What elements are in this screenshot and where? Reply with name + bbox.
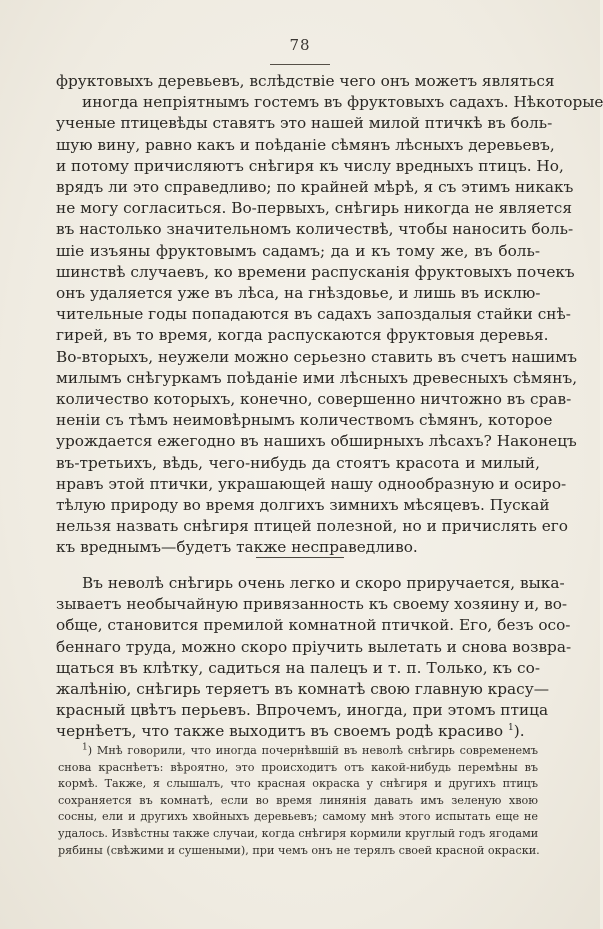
text-line: въ настолько значительномъ количествѣ, чтобы наносить боль- bbox=[56, 220, 574, 239]
footnote bbox=[58, 743, 538, 859]
text-line: нельзя назвать снѣгиря птицей полезной, но и причислять его bbox=[56, 517, 569, 536]
text-line-end: ). bbox=[513, 722, 525, 741]
footnote-marker: 1 bbox=[82, 742, 88, 753]
text-line: шіе изъяны фруктовымъ садамъ; да и къ тому же, въ боль- bbox=[56, 241, 540, 260]
text-line: щаться въ клѣтку, садиться на палецъ и т. п. Только, къ со- bbox=[56, 658, 540, 677]
text-line: неніи съ тѣмъ неимовѣрнымъ количествомъ сѣмянъ, которое bbox=[56, 411, 553, 430]
footnote-first-line: ) Мнѣ говорили, что иногда почернѣвшій въ неволѣ снѣгирь современемъ bbox=[87, 744, 538, 757]
footnote-line: удалось. Извѣстны также случаи, когда снѣгиря кормили круглый годъ ягодами bbox=[58, 826, 539, 840]
footnote-line: сохраняется въ комнатѣ, если во время линянія давать имъ зеленую хвою bbox=[58, 793, 538, 807]
footnote-reference: 1 bbox=[508, 723, 514, 734]
text-line: милымъ снѣгуркамъ поѣданіе ими лѣсныхъ древесныхъ сѣмянъ, bbox=[56, 368, 578, 387]
text-line: фруктовыхъ деревьевъ, вслѣдствіе чего онъ можетъ являться bbox=[56, 72, 555, 90]
text-line: гирей, въ то время, когда распускаются фруктовыя деревья. bbox=[56, 326, 549, 345]
text-line: красный цвѣтъ перьевъ. Впрочемъ, иногда, при этомъ птица bbox=[56, 701, 549, 720]
footnote-line: сосны, ели и другихъ хвойныхъ деревьевъ; самому мнѣ этого испытать еще не bbox=[58, 810, 538, 824]
main-paragraph bbox=[56, 71, 603, 559]
page-number: 78 bbox=[289, 36, 311, 54]
text-line: врядъ ли это справедливо; по крайней мѣрѣ, я съ этимъ никакъ bbox=[56, 178, 574, 197]
footnote-line bbox=[58, 743, 538, 760]
text-line: ученые птицевѣды ставятъ это нашей милой птичкѣ въ боль- bbox=[56, 114, 553, 133]
text-line: жалѣнію, снѣгирь теряетъ въ комнатѣ свою главную красу— bbox=[56, 680, 549, 699]
text-line: Во-вторыхъ, неужели можно серьезно ставить въ счетъ нашимъ bbox=[56, 347, 577, 366]
text-line: къ вреднымъ—будетъ также несправедливо. bbox=[56, 538, 418, 557]
footnote-line: снова краснѣетъ: вѣроятно, это происходитъ отъ какой-нибудь перемѣны въ bbox=[58, 760, 538, 774]
text-line: и потому причисляютъ снѣгиря къ числу вредныхъ птицъ. Но, bbox=[56, 156, 564, 175]
text-line: чительные годы попадаются въ садахъ запоздалыя стайки снѣ- bbox=[56, 305, 571, 324]
section-divider bbox=[256, 557, 344, 558]
text-line: Въ неволѣ снѣгирь очень легко и скоро приручается, выка- bbox=[82, 574, 565, 592]
text-line: количество которыхъ, конечно, совершенно ничтожно въ срав- bbox=[56, 390, 572, 409]
footnote-line: кормѣ. Также, я слышалъ, что красная окраска у снѣгиря и другихъ птицъ bbox=[58, 777, 538, 791]
text-line: не могу согласиться. Во-первыхъ, снѣгирь никогда не является bbox=[56, 199, 572, 218]
footnote-line: рябины (свѣжими и сушеными), при чемъ онъ не терялъ своей красной окраски. bbox=[58, 843, 540, 857]
text-line: шую вину, равно какъ и поѣданіе сѣмянъ лѣсныхъ деревьевъ, bbox=[56, 135, 555, 154]
text-line: урождается ежегодно въ нашихъ обширныхъ лѣсахъ? Наконецъ bbox=[56, 432, 577, 451]
text-line: шинствѣ случаевъ, ко времени распусканія фруктовыхъ почекъ bbox=[56, 262, 575, 281]
header-rule bbox=[270, 64, 330, 65]
text-line-content: чернѣетъ, что также выходитъ въ своемъ родѣ красиво bbox=[56, 722, 504, 741]
text-line: онъ удаляется уже въ лѣса, на гнѣздовье, и лишь въ исклю- bbox=[56, 284, 541, 303]
text-line: зываетъ необычайную привязанность къ своему хозяину и, во- bbox=[56, 595, 568, 614]
text-line: иногда непріятнымъ гостемъ въ фруктовыхъ садахъ. Нѣкоторые bbox=[82, 93, 603, 112]
second-paragraph bbox=[56, 573, 572, 743]
text-line: обще, становится премилой комнатной птичкой. Его, безъ осо- bbox=[56, 616, 571, 635]
text-line: тѣлую природу во время долгихъ зимнихъ мѣсяцевъ. Пускай bbox=[56, 496, 550, 515]
text-line: беннаго труда, можно скоро пріучить вылетать и снова возвра- bbox=[56, 637, 572, 656]
text-line: нравъ этой птички, украшающей нашу однообразную и осиро- bbox=[56, 474, 567, 493]
text-line-last bbox=[56, 721, 540, 742]
text-line: въ-третьихъ, вѣдь, чего-нибудь да стоятъ красота и милый, bbox=[56, 453, 540, 472]
